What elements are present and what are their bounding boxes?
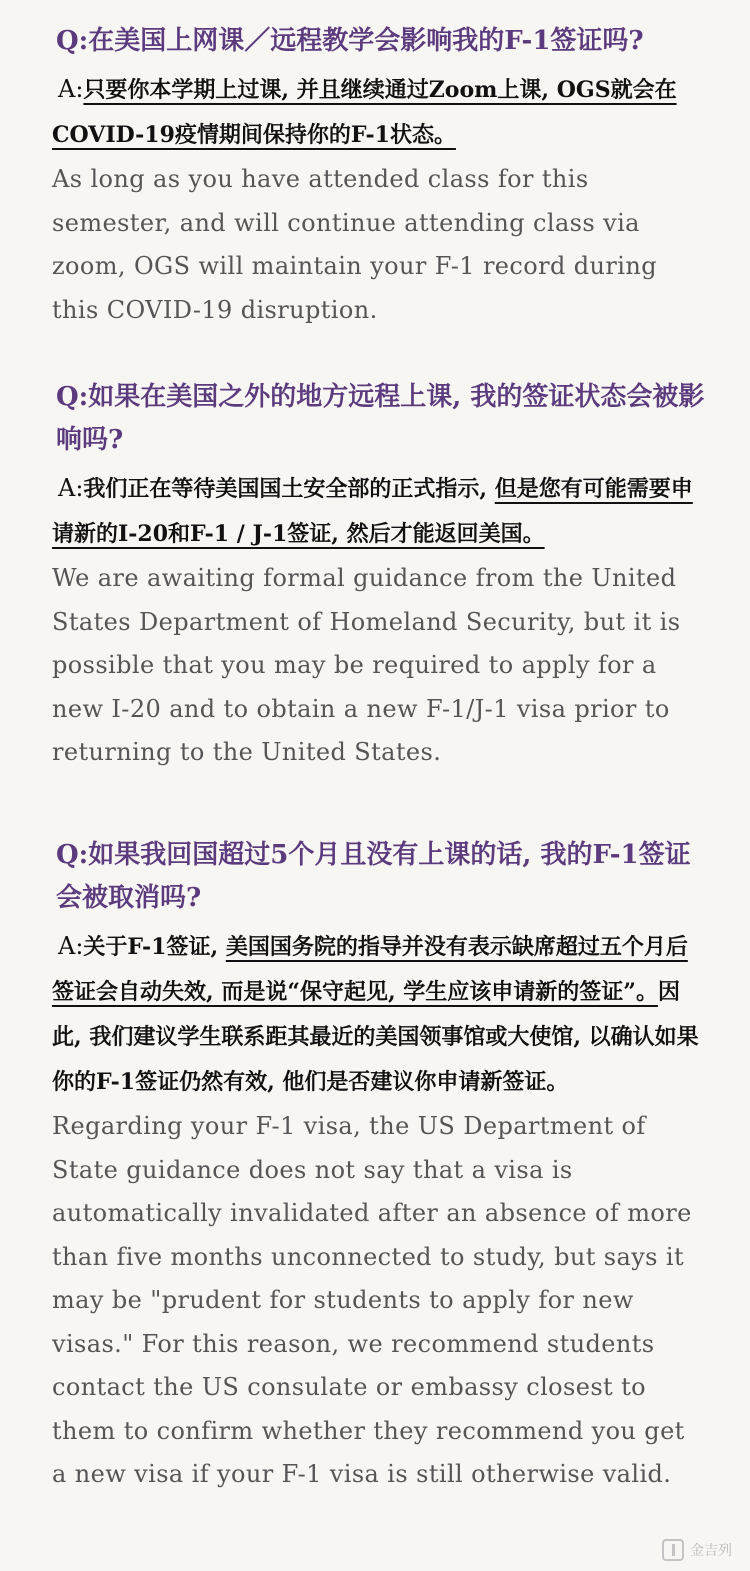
answer-plain-3: 关于F-1签证,	[83, 934, 226, 960]
question-2: Q:如果在美国之外的地方远程上课, 我的签证状态会被影响吗?	[56, 382, 705, 455]
answer-plain-2: 我们正在等待美国国土安全部的正式指示,	[83, 476, 495, 502]
question-3: Q:如果我回国超过5个月且没有上课的话, 我的F-1签证会被取消吗?	[56, 840, 691, 913]
question-1: Q:在美国上网课／远程教学会影响我的F-1签证吗?	[56, 26, 644, 56]
answer-after-3: 因此, 我们建议学生联系距其最近的美国领事馆或大使馆, 以确认如果你的F-1签证仍然有效, 他们是否建议你申请新签证。	[52, 979, 699, 1095]
jinjilie-logo-icon	[662, 1539, 684, 1561]
answer-zh-3	[0, 924, 750, 1105]
watermark-text: 金吉列	[690, 1543, 732, 1559]
answer-prefix: A:	[58, 474, 84, 502]
answer-en-3: Regarding your F-1 visa, the US Department of State guidance does not say that a visa is automatically invalidated after an absence of more than five months unconnected to study, but says it may be "prudent for students to apply for new visas." For this reason, we recommend students contact the US consulate or embassy closest to them to confirm whether they recommend you get a new visa if your F-1 visa is still otherwise valid.	[52, 1112, 692, 1488]
answer-prefix: A:	[58, 75, 84, 103]
answer-underlined-2: 但是您有可能需要申请新的I-20和F-1 / J-1签证, 然后才能返回美国。	[52, 476, 693, 547]
answer-en-1: As long as you have attended class for this semester, and will continue attending class via zoom, OGS will maintain your F-1 record during this COVID-19 disruption.	[52, 165, 657, 324]
qa-block-3	[0, 834, 750, 1497]
answer-zh-2	[0, 466, 750, 557]
answer-underlined-1: 只要你本学期上过课, 并且继续通过Zoom上课, OGS就会在COVID-19疫情期间保持你的F-1状态。	[52, 77, 677, 148]
answer-underlined-3: 美国国务院的指导并没有表示缺席超过五个月后签证会自动失效, 而是说“保守起见, 学生应该申请新的签证”。	[52, 934, 688, 1005]
watermark	[662, 1539, 732, 1561]
qa-block-1	[0, 20, 750, 332]
answer-zh-1	[0, 67, 750, 158]
qa-block-2	[0, 376, 750, 775]
answer-prefix: A:	[58, 932, 84, 960]
answer-en-2: We are awaiting formal guidance from the United States Department of Homeland Security, but it is possible that you may be required to apply for a new I-20 and to obtain a new F-1/J-1 visa prior to returning to the United States.	[52, 564, 681, 766]
